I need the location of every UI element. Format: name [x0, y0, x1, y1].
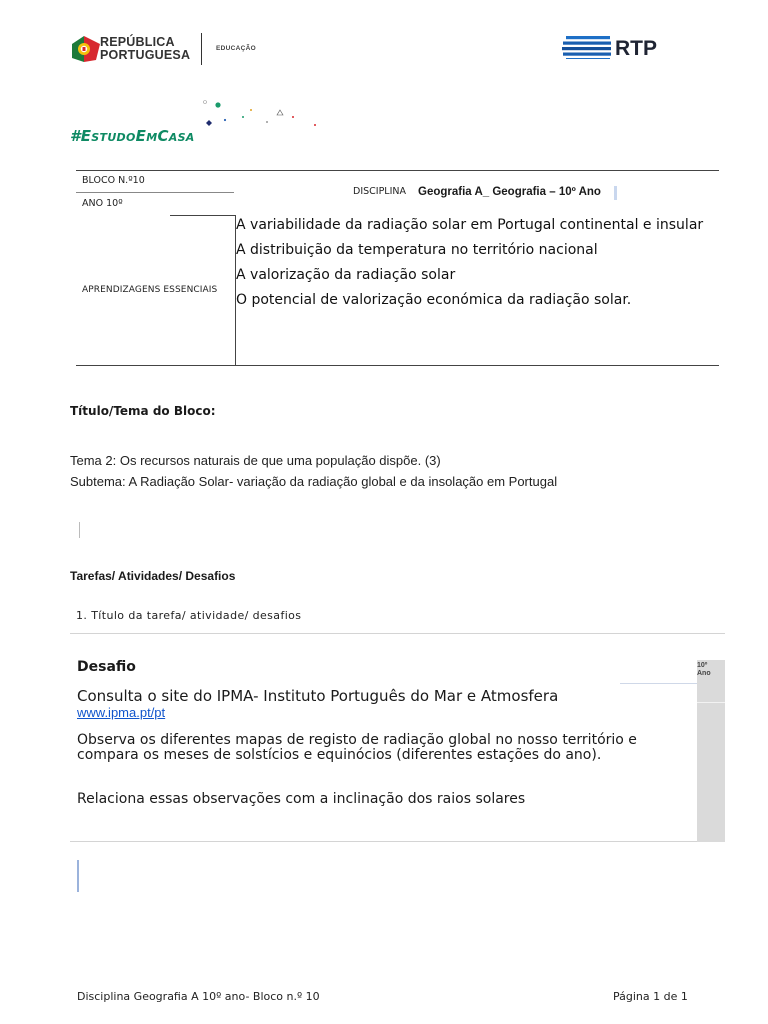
aprendizagem-item: A valorização da radiação solar: [236, 267, 456, 283]
rtp-logo: [562, 35, 678, 59]
text-cursor: [614, 186, 617, 200]
tarefas-heading: Tarefas/ Atividades/ Desafios: [70, 569, 236, 583]
header-separator: [201, 33, 202, 65]
relaciona-text: Relaciona essas observações com a inclinação dos raios solares: [77, 791, 526, 807]
divider: [70, 633, 725, 634]
rtp-wordmark: RTP: [615, 37, 657, 59]
divider: [70, 841, 697, 842]
tema-block: [70, 450, 557, 492]
observa-text: Observa os diferentes mapas de registo de radiação global no nosso território e compara os meses de solstícios e equinócios (diferentes estações do ano).: [77, 732, 637, 763]
footer-disciplina: Disciplina Geografia A 10º ano- Bloco n.º 10: [77, 990, 320, 1003]
desafio-heading: Desafio: [77, 659, 136, 675]
table-top-border: [76, 170, 719, 171]
side-panel-label: [697, 662, 711, 678]
disciplina-label: DISCIPLINA: [353, 186, 407, 197]
text-cursor: [79, 522, 80, 538]
republica-line-1: REPÚBLICA: [100, 35, 175, 49]
side-panel-line-1: 10º: [697, 662, 708, 669]
table-row-divider: [76, 192, 234, 193]
aprendizagem-item: O potencial de valorização económica da radiação solar.: [236, 292, 632, 308]
tema-text: Tema 2: Os recursos naturais de que uma população dispõe. (3): [70, 453, 441, 468]
text-cursor: [77, 860, 79, 892]
titulo-tema-heading: Título/Tema do Bloco:: [70, 404, 216, 418]
footer-page-number: Página 1 de 1: [613, 990, 688, 1003]
disciplina-value: Geografia A_ Geografia – 10º Ano: [418, 186, 601, 198]
educacao-label: EDUCAÇÃO: [216, 45, 256, 52]
table-row-divider: [170, 215, 236, 216]
side-panel-divider: [697, 702, 725, 703]
republica-portuguesa-wordmark: [100, 36, 190, 61]
side-panel-line-2: Ano: [697, 670, 711, 677]
bloco-number: BLOCO N.º10: [82, 175, 145, 186]
aprendizagem-item: A variabilidade da radiação solar em Portugal continental e insular: [236, 217, 704, 233]
side-panel: [697, 660, 725, 842]
ipma-link[interactable]: www.ipma.pt/pt: [77, 705, 166, 720]
republica-portuguesa-emblem-icon: [68, 32, 104, 66]
ano-label: ANO 10º: [82, 198, 123, 209]
consulta-text: Consulta o site do IPMA- Instituto Português do Mar e Atmosfera: [77, 687, 559, 705]
estudo-em-casa-hashtag: #ESTUDOEMCASA: [70, 127, 195, 145]
aprendizagem-item: A distribuição da temperatura no território nacional: [236, 242, 598, 258]
table-bottom-border: [76, 365, 719, 366]
aprendizagens-label: APRENDIZAGENS ESSENCIAIS: [82, 285, 218, 295]
subtema-text: Subtema: A Radiação Solar- variação da radiação global e da insolação em Portugal: [70, 474, 558, 489]
republica-line-2: PORTUGUESA: [100, 47, 191, 62]
tarefa-title: 1. Título da tarefa/ atividade/ desafios: [76, 609, 302, 622]
aprendizagens-list: [236, 218, 706, 318]
side-connector-line: [620, 683, 697, 684]
decorative-dots-icon: [195, 95, 325, 135]
